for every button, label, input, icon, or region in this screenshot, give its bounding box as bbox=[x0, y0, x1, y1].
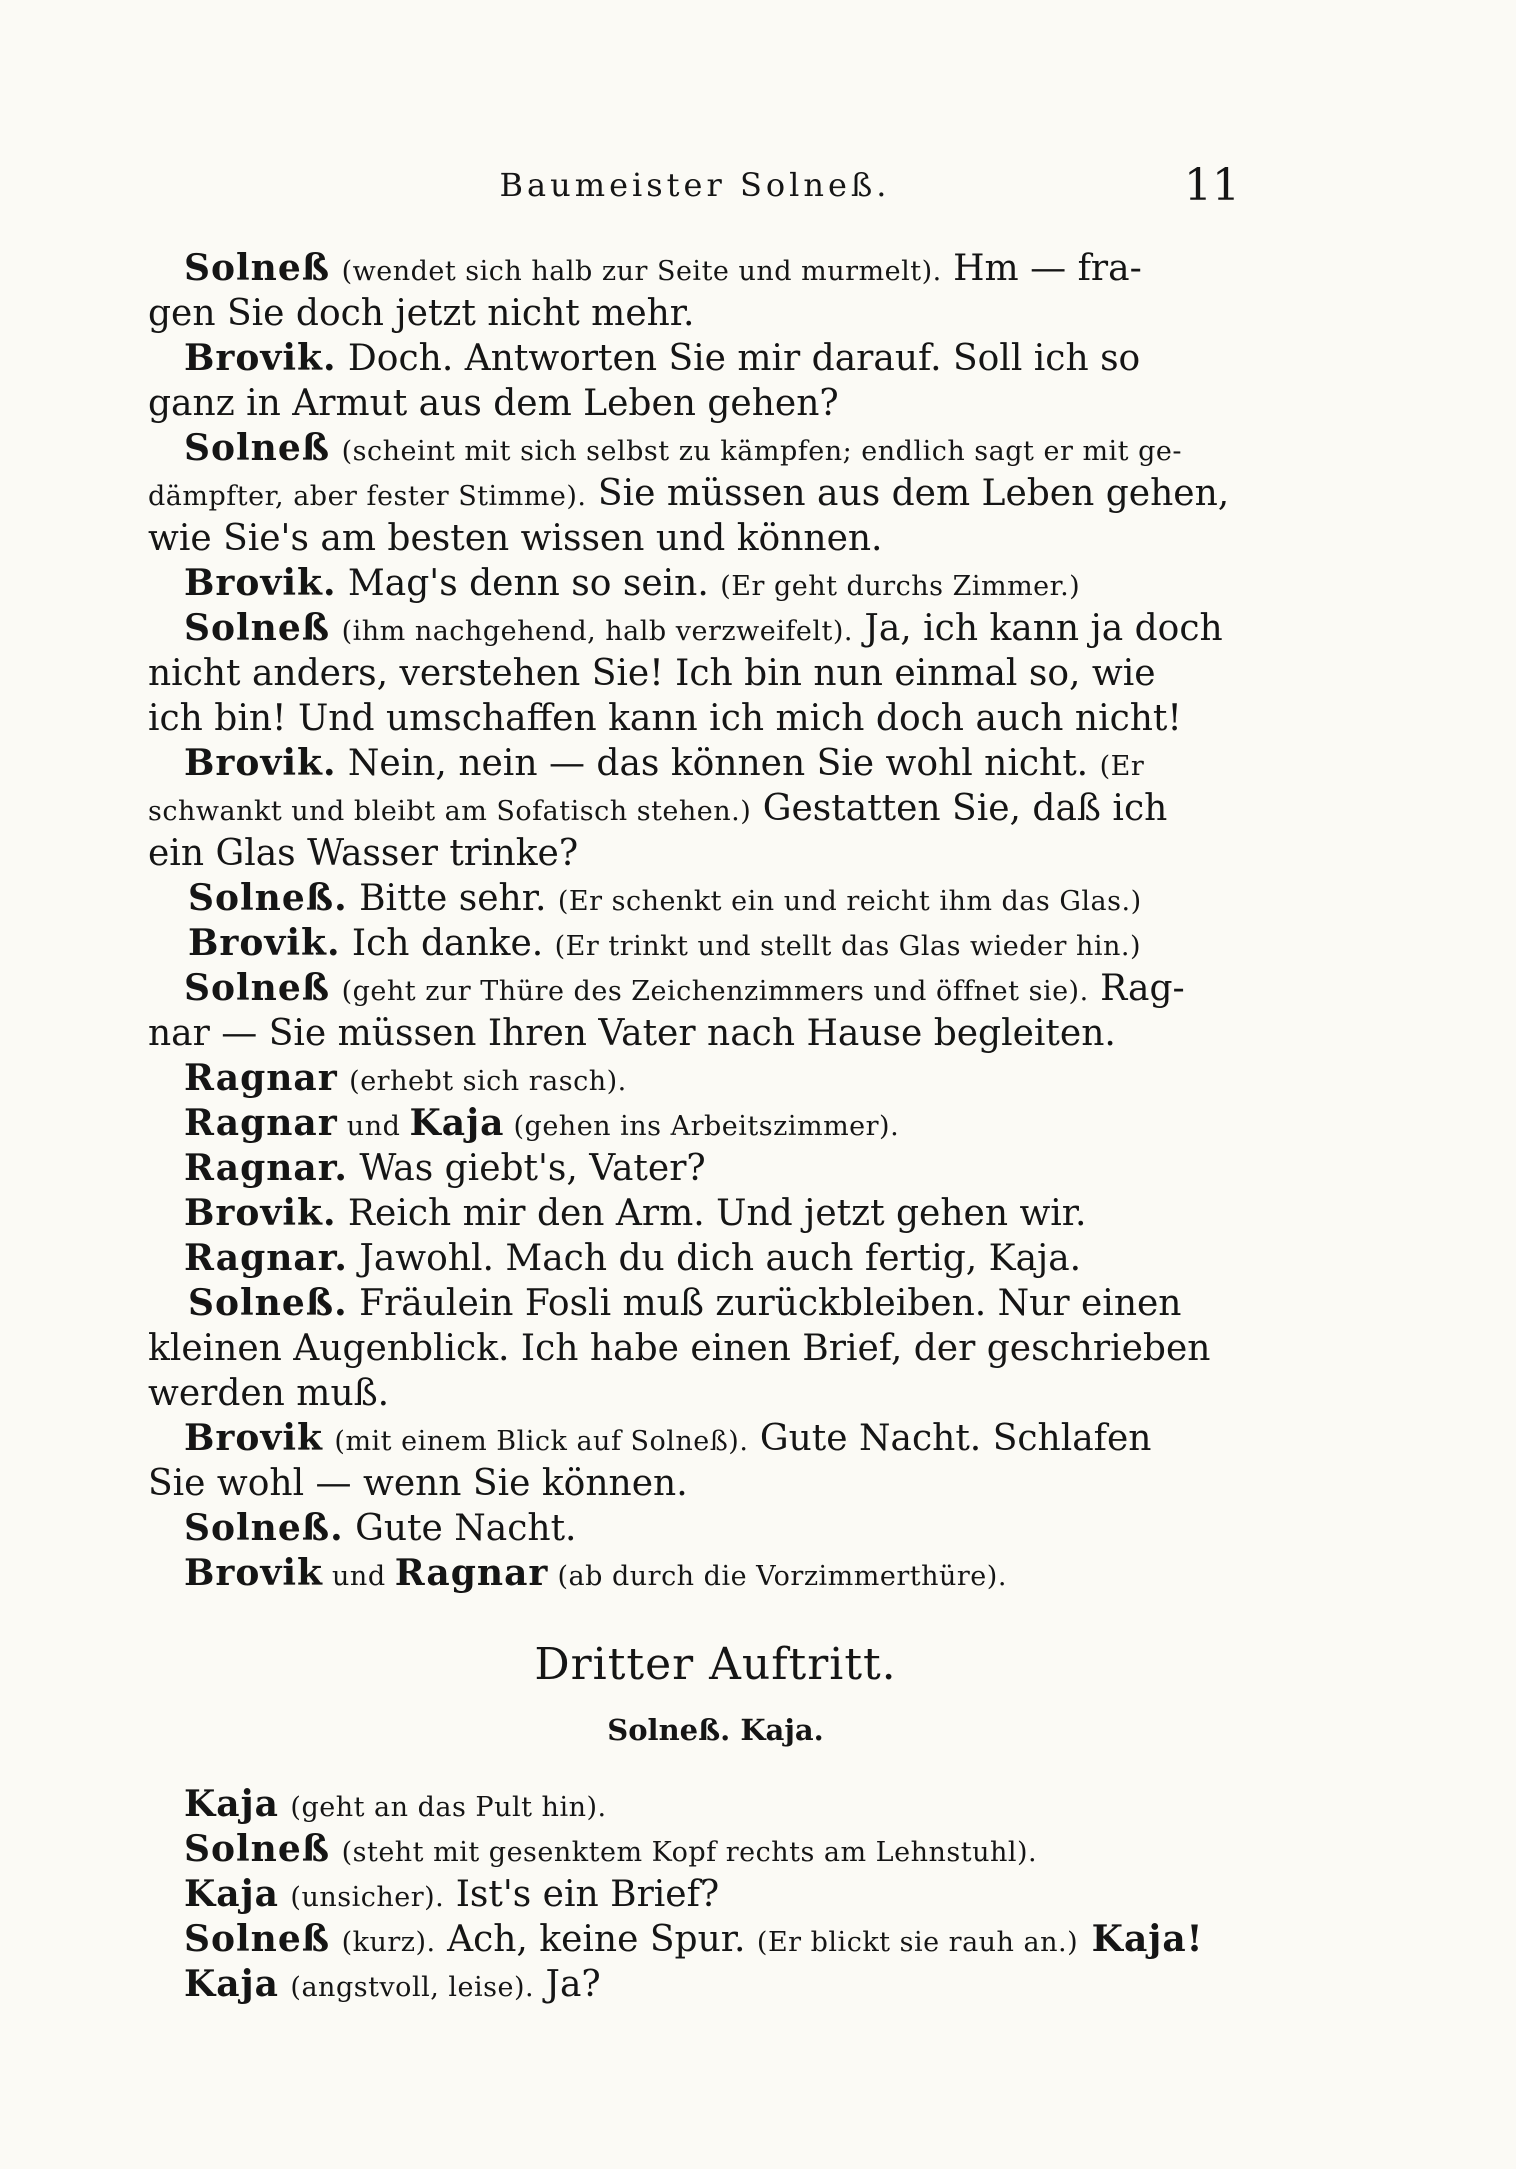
speaker-name: Ragnar. bbox=[184, 1237, 348, 1279]
speech-text: Ja, ich kann ja doch bbox=[852, 608, 1223, 649]
dialogue-line bbox=[148, 1236, 1243, 1281]
dialogue-line bbox=[148, 471, 1243, 516]
dialogue-line bbox=[148, 336, 1243, 381]
speech-text: Rag- bbox=[1088, 968, 1185, 1009]
speech-text: Ja? bbox=[534, 1964, 601, 2005]
speech-text: Ach, keine Spur. bbox=[435, 1919, 757, 1960]
dialogue-line bbox=[148, 1191, 1243, 1236]
stage-direction: (unsicher). bbox=[290, 1882, 445, 1913]
dialogue-text bbox=[148, 246, 1243, 2007]
speech-text: wie Sie's am besten wissen und können. bbox=[148, 518, 883, 559]
speech-text: werden muß. bbox=[148, 1373, 390, 1414]
speech-text: nar — Sie müssen Ihren Vater nach Hause begleiten. bbox=[148, 1013, 1116, 1054]
speech-text: Fräulein Fosli muß zurückbleiben. Nur einen bbox=[347, 1283, 1182, 1324]
dialogue-line bbox=[148, 1371, 1243, 1416]
dialogue-line bbox=[148, 1782, 1243, 1827]
speaker-name: Solneß bbox=[184, 967, 331, 1009]
dialogue-line bbox=[148, 1011, 1243, 1056]
speech-text: Gute Nacht. bbox=[343, 1508, 577, 1549]
dialogue-line bbox=[148, 966, 1243, 1011]
speaker-name: Brovik. bbox=[184, 562, 337, 604]
speech-text: Sie müssen aus dem Leben gehen, bbox=[586, 473, 1230, 514]
speaker-name: Ragnar bbox=[394, 1552, 549, 1594]
scene-characters: Solneß. Kaja. bbox=[607, 1713, 824, 1747]
dialogue-line bbox=[148, 1101, 1243, 1146]
dialogue-line bbox=[148, 1917, 1243, 1962]
spacer bbox=[148, 1596, 1243, 1630]
speaker-name: Brovik. bbox=[188, 922, 341, 964]
speaker-name: Kaja bbox=[184, 1873, 279, 1915]
scene-heading: Dritter Auftritt. bbox=[534, 1639, 897, 1690]
speaker-name: Solneß. bbox=[188, 877, 348, 919]
speaker-name: Solneß bbox=[184, 247, 331, 289]
stage-direction: (mit einem Blick auf Solneß). bbox=[334, 1426, 749, 1457]
dialogue-line bbox=[148, 561, 1243, 606]
speaker-name: Ragnar. bbox=[184, 1147, 348, 1189]
speaker-name: Solneß bbox=[184, 607, 331, 649]
stage-direction: (geht zur Thüre des Zeichenzimmers und öffnet sie). bbox=[341, 976, 1089, 1007]
dialogue-line bbox=[148, 1146, 1243, 1191]
speech-text: ich bin! Und umschaffen kann ich mich doch auch nicht! bbox=[148, 698, 1182, 739]
dialogue-line bbox=[148, 1461, 1243, 1506]
speaker-name: Brovik. bbox=[184, 1192, 337, 1234]
speaker-name: Ragnar bbox=[184, 1057, 338, 1099]
running-head bbox=[150, 160, 1240, 220]
speaker-name: Brovik. bbox=[184, 742, 337, 784]
speech-text: Bitte sehr. bbox=[347, 878, 558, 919]
speech-text: ganz in Armut aus dem Leben gehen? bbox=[148, 383, 839, 424]
speaker-name: Solneß. bbox=[188, 1282, 348, 1324]
dialogue-line bbox=[148, 291, 1243, 336]
stage-direction: (steht mit gesenktem Kopf rechts am Lehnstuhl). bbox=[341, 1837, 1038, 1868]
dialogue-line bbox=[148, 876, 1243, 921]
speech-text: kleinen Augenblick. Ich habe einen Brief, der geschrieben bbox=[148, 1328, 1211, 1369]
dialogue-line bbox=[148, 741, 1243, 786]
dialogue-line bbox=[148, 696, 1243, 741]
stage-direction: (erhebt sich rasch). bbox=[349, 1066, 627, 1097]
speech-text: Doch. Antworten Sie mir darauf. Soll ich so bbox=[336, 338, 1141, 379]
dialogue-line bbox=[148, 516, 1243, 561]
speech-text: Reich mir den Arm. Und jetzt gehen wir. bbox=[336, 1193, 1087, 1234]
speech-text: Jawohl. Mach du dich auch fertig, Kaja. bbox=[347, 1238, 1082, 1279]
stage-direction: (kurz). bbox=[341, 1927, 436, 1958]
page-number: 11 bbox=[1184, 160, 1240, 211]
speaker-name: Ragnar bbox=[184, 1102, 338, 1144]
stage-direction: (geht an das Pult hin). bbox=[290, 1792, 607, 1823]
stage-direction: (wendet sich halb zur Seite und murmelt). bbox=[341, 256, 942, 287]
stage-direction: dämpfter, aber fester Stimme). bbox=[148, 481, 587, 512]
dialogue-line bbox=[148, 651, 1243, 696]
speaker-name: Solneß bbox=[184, 1918, 331, 1960]
conjunction: und bbox=[322, 1561, 395, 1592]
stage-direction: (Er bbox=[1099, 751, 1145, 782]
dialogue-line bbox=[148, 831, 1243, 876]
speaker-name: Solneß bbox=[184, 427, 331, 469]
dialogue-line bbox=[148, 1872, 1243, 1917]
speech-text: Nein, nein — das können Sie wohl nicht. bbox=[336, 743, 1100, 784]
speech-text: nicht anders, verstehen Sie! Ich bin nun einmal so, wie bbox=[148, 653, 1156, 694]
speaker-name: Solneß. bbox=[184, 1507, 344, 1549]
dialogue-line bbox=[148, 1416, 1243, 1461]
dialogue-line bbox=[148, 246, 1243, 291]
speech-text: Ich danke. bbox=[340, 923, 555, 964]
speech-text: Ist's ein Brief? bbox=[444, 1874, 720, 1915]
stage-direction: (Er trinkt und stellt das Glas wieder hin.) bbox=[554, 931, 1142, 962]
dialogue-line bbox=[148, 381, 1243, 426]
stage-direction: (angstvoll, leise). bbox=[290, 1972, 535, 2003]
stage-direction: (Er schenkt ein und reicht ihm das Glas.) bbox=[557, 886, 1142, 917]
stage-direction: (Er geht durchs Zimmer.) bbox=[720, 571, 1081, 602]
speaker-name: Brovik. bbox=[184, 337, 337, 379]
dialogue-line bbox=[148, 1506, 1243, 1551]
speech-text: Was giebt's, Vater? bbox=[347, 1148, 706, 1189]
dialogue-line bbox=[148, 1962, 1243, 2007]
spacer bbox=[148, 1760, 1243, 1782]
speaker-name: Kaja bbox=[409, 1102, 505, 1144]
conjunction: und bbox=[337, 1111, 410, 1142]
running-title: Baumeister Solneß. bbox=[499, 166, 891, 204]
stage-direction: (scheint mit sich selbst zu kämpfen; endlich sagt er mit ge- bbox=[341, 436, 1182, 467]
dialogue-line bbox=[148, 1827, 1243, 1872]
speech-text: Sie wohl — wenn Sie können. bbox=[148, 1463, 688, 1504]
dialogue-line bbox=[148, 426, 1243, 471]
speech-text: Gestatten Sie, daß ich bbox=[751, 788, 1168, 829]
speaker-name: Kaja bbox=[184, 1783, 279, 1825]
speech-text: gen Sie doch jetzt nicht mehr. bbox=[148, 293, 695, 334]
stage-direction: schwankt und bleibt am Sofatisch stehen.) bbox=[148, 796, 752, 827]
speech-text: Gute Nacht. Schlafen bbox=[748, 1418, 1152, 1459]
speaker-name: Brovik bbox=[184, 1552, 323, 1594]
stage-direction: (gehen ins Arbeitszimmer). bbox=[504, 1111, 900, 1142]
speech-text: Kaja! bbox=[1078, 1918, 1204, 1960]
dialogue-line bbox=[148, 1056, 1243, 1101]
dialogue-line bbox=[148, 1326, 1243, 1371]
dialogue-line bbox=[148, 606, 1243, 651]
dialogue-line bbox=[148, 1281, 1243, 1326]
speech-text: Mag's denn so sein. bbox=[336, 563, 721, 604]
dialogue-line bbox=[148, 1551, 1243, 1596]
speaker-name: Solneß bbox=[184, 1828, 331, 1870]
speaker-name: Kaja bbox=[184, 1963, 279, 2005]
speaker-name: Brovik bbox=[184, 1417, 323, 1459]
stage-direction: (ihm nachgehend, halb verzweifelt). bbox=[341, 616, 853, 647]
speech-text: Hm — fra- bbox=[941, 248, 1142, 289]
dialogue-line bbox=[148, 921, 1243, 966]
stage-direction: (Er blickt sie rauh an.) bbox=[756, 1927, 1079, 1958]
dialogue-line bbox=[148, 786, 1243, 831]
speech-text: ein Glas Wasser trinke? bbox=[148, 833, 579, 874]
stage-direction: (ab durch die Vorzimmerthüre). bbox=[548, 1561, 1007, 1592]
